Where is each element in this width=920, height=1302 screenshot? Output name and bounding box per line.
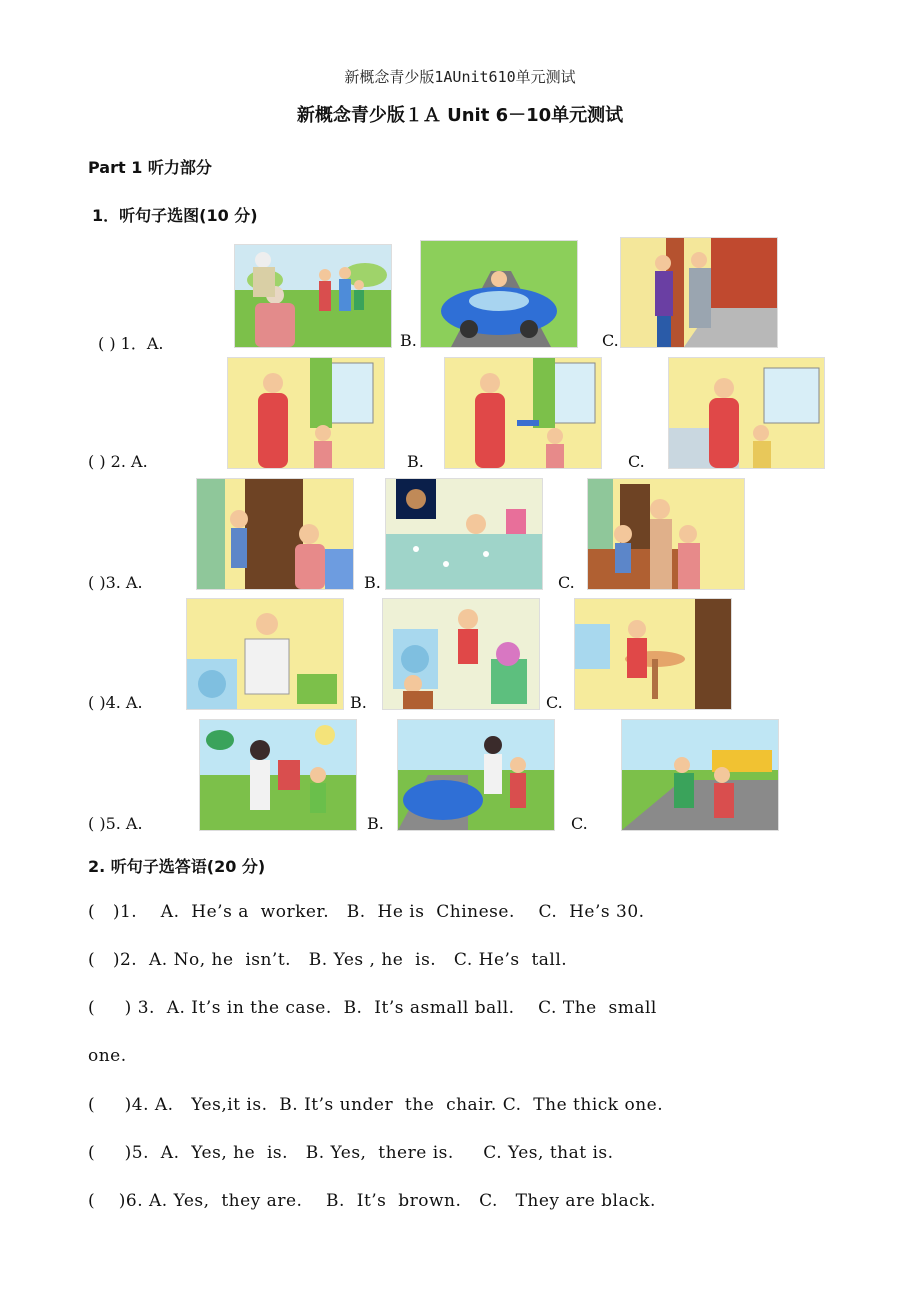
q3-option-b-label: B. [364, 573, 381, 592]
section1-heading: 1．听句子选图(10 分) [92, 206, 258, 225]
q4-option-b-label: B. [350, 693, 367, 712]
q3-option-c-label: C. [558, 573, 575, 592]
q2-picture-b [444, 357, 602, 469]
q5-prefix: ( )5. A. [88, 814, 143, 833]
q1-option-b-label: B. [400, 331, 417, 350]
q5-option-c-label: C. [571, 814, 588, 833]
q2-prefix: ( ) 2. A. [88, 452, 148, 471]
part-title: Part 1 听力部分 [88, 158, 212, 177]
q5-picture-b [397, 719, 555, 831]
section2-line-2: ( )2. A. No, he isn’t. B. Yes , he is. C. He’s tall. [88, 950, 568, 970]
section2-heading: 2. 听句子选答语(20 分) [88, 857, 266, 876]
section2-line-6: ( )6. A. Yes, they are. B. It’s brown. C. They are black. [88, 1191, 656, 1211]
section2-line-1: ( )1. A. He’s a worker. B. He is Chinese. C. He’s 30. [88, 902, 645, 922]
q5-option-b-label: B. [367, 814, 384, 833]
document-title: 新概念青少版１Ａ Unit 6－10单元测试 [296, 105, 624, 126]
section2-line-3: ( ) 3. A. It’s in the case. B. It’s asmall ball. C. The small [88, 998, 657, 1018]
q1-picture-c [620, 237, 778, 348]
q1-prefix: ( ) 1．A. [98, 334, 164, 353]
q3-picture-c [587, 478, 745, 590]
q4-picture-b [382, 598, 540, 710]
q4-prefix: ( )4. A. [88, 693, 143, 712]
q2-option-c-label: C. [628, 452, 645, 471]
q3-prefix: ( )3. A. [88, 573, 143, 592]
q4-picture-c [574, 598, 732, 710]
q2-option-b-label: B. [407, 452, 424, 471]
q2-picture-a [227, 357, 385, 469]
running-header: 新概念青少版1AUnit610单元测试 [344, 68, 576, 86]
q5-picture-c [621, 719, 779, 831]
section2-line-3-cont: one. [88, 1046, 127, 1066]
q3-picture-a [196, 478, 354, 590]
q1-picture-b [420, 240, 578, 348]
q1-option-c-label: C. [602, 331, 619, 350]
section2-line-5: ( )5. A. Yes, he is. B. Yes, there is. C. Yes, that is. [88, 1143, 614, 1163]
q1-picture-a [234, 244, 392, 348]
q4-option-c-label: C. [546, 693, 563, 712]
q3-picture-b [385, 478, 543, 590]
q5-picture-a [199, 719, 357, 831]
q4-picture-a [186, 598, 344, 710]
q2-picture-c [668, 357, 825, 469]
section2-line-4: ( )4. A. Yes,it is. B. It’s under the chair. C. The thick one. [88, 1095, 664, 1115]
